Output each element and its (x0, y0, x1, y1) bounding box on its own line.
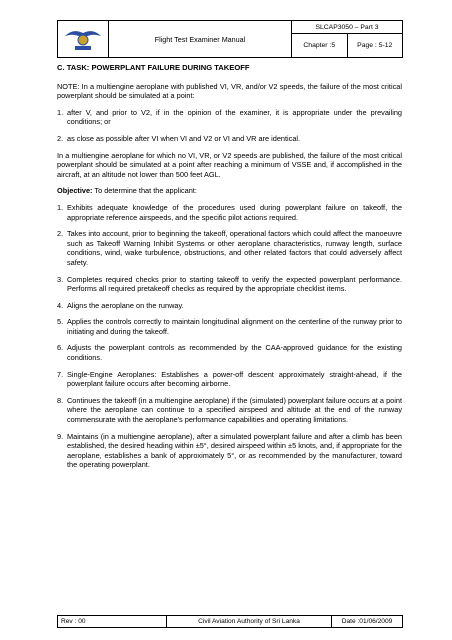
objective-label: Objective: (57, 186, 93, 196)
intro-note: NOTE: In a multiengine aeroplane with published VI, VR, and/or V2 speeds, the failure of the most critical powerplant should be simulated at a point: (57, 81, 402, 101)
page-header (57, 20, 403, 58)
caa-logo-icon (63, 24, 103, 54)
list-item: 3. Completes required checks prior to starting takeoff to verify the expected powerplant performance. Performs all required pretakeoff checks as required by the appropriate checklist items. (57, 274, 402, 294)
objective-items-list (57, 203, 402, 470)
objective (57, 186, 402, 196)
list-item: 9. Maintains (in a multiengine aeroplane), after a simulated powerplant failure and after a climb has been established, the desired heading within ±5°, desired airspeed within ±5 knots, and, if appropriate for the aeroplane, establishes a bank of approximately 5°, or as recommended by the manufacturer, toward the operating powerplant. (57, 431, 402, 470)
page-number: Page : 5-12 (357, 42, 393, 49)
page-footer (57, 615, 403, 628)
page-body (57, 63, 402, 477)
task-title: C. TASK: POWERPLANT FAILURE DURING TAKEOFF (57, 63, 250, 72)
objective-text: To determine that the applicant: (92, 186, 197, 196)
list-item: 1. after V, and prior to V2, if in the opinion of the examiner, it is appropriate under the prevailing conditions; or (57, 107, 402, 127)
date-label: Date :01/06/2009 (341, 618, 393, 625)
list-item: 5. Applies the controls correctly to maintain longitudinal alignment on the centerline of the runway prior to initiating and during the takeoff. (57, 317, 402, 336)
list-item: 4. Aligns the aeroplane on the runway. (57, 300, 184, 310)
simulation-points-list (57, 108, 402, 144)
paragraph-no-speeds: In a multiengine aeroplane for which no VI, VR, or V2 speeds are published, the failure of the most critical powerplant should be simulated at a point after reaching a minimum of VSSE and, if accomplished in the aircraft, at an altitude not lower than 500 feet AGL. (57, 150, 402, 179)
doc-meta (292, 21, 402, 57)
manual-title: Flight Test Examiner Manual (109, 21, 292, 57)
chapter-label: Chapter :5 (292, 34, 348, 57)
list-item: 7. Single-Engine Aeroplanes: Establishes a power-off descent approximately straight-ahead, if the powerplant failure occurs after becoming airborne. (57, 369, 402, 389)
list-item: 8. Continues the takeoff (in a multiengine aeroplane) if the (simulated) powerplant failure occurs at a point where the aeroplane can continue to a specified airspeed and altitude at the end of the runway commensurate with the aeroplane's performance capabilities and operating limitations. (57, 395, 402, 425)
list-item: 1. Exhibits adequate knowledge of the procedures used during powerplant failure on takeoff, the appropriate reference airspeeds, and the specific pilot actions required. (57, 202, 402, 222)
authority-name: Civil Aviation Authority of Sri Lanka (167, 616, 332, 627)
doc-id: SLCAP3050 – Part 3 (292, 21, 402, 34)
list-item: 2. Takes into account, prior to beginning the takeoff, operational factors which could affect the manoeuvre such as Takeoff Warning Inhibit Systems or other aeroplane characteristics, runway length, surface conditions, wind, wake turbulence, obstructions, and other related factors that could adversely affect safety. (57, 229, 402, 267)
list-item: 2. as close as possible after VI when VI and V2 or VI and VR are identical. (57, 133, 301, 143)
caa-logo-cell (58, 21, 109, 57)
revision-label: Rev : 00 (58, 616, 167, 627)
list-item: 6. Adjusts the powerplant controls as recommended by the CAA-approved guidance for the existing conditions. (57, 343, 402, 363)
